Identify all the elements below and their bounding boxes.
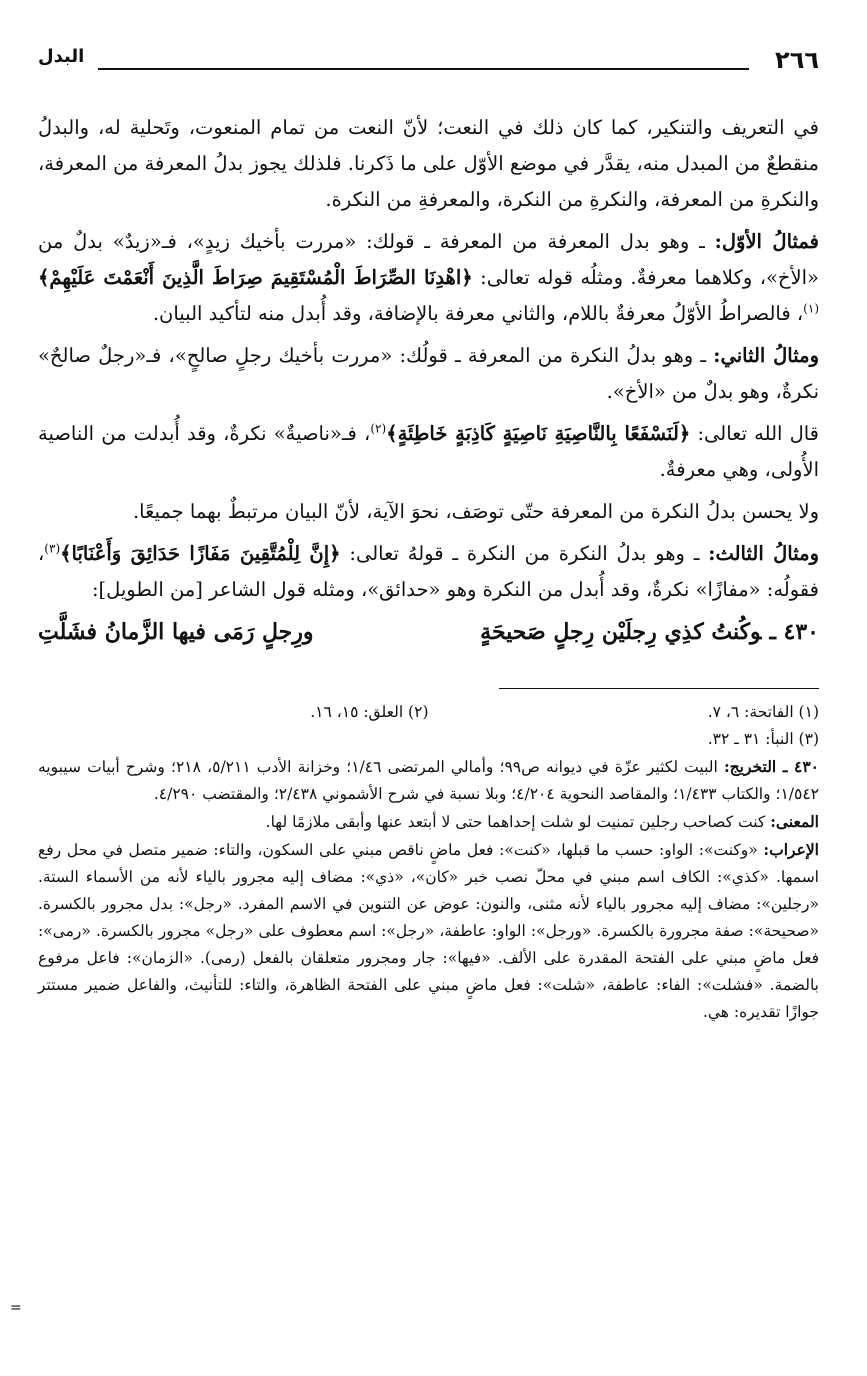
meaning-text: كنت كصاحب رجلين تمنيت لو شلت إحداهما حتى لا أبتعد عنها وأبقى ملازمًا لها. <box>265 813 771 831</box>
paragraph-6-text-a: ـ وهو بدلُ النكرة من النكرة ـ قولهُ تعالى: <box>340 542 709 565</box>
paragraph-4-text-b: ، فـ«ناصيةٌ» نكرةٌ، وقد أُبدلت من الناصية الأُولى، وهي معرفةٌ. <box>38 422 819 481</box>
quran-verse-3: ﴿إِنَّ لِلْمُتَّقِينَ مَفَازًا حَدَائِقَ وَأَعْنَابًا﴾ <box>60 542 341 565</box>
example-1-heading: فمثالُ الأوّل: <box>714 230 819 253</box>
quran-verse-1: ﴿اهْدِنَا الصِّرَاطَ الْمُسْتَقِيمَ صِرَاطَ الَّذِينَ أَنْعَمْتَ عَلَيْهِمْ﴾ <box>38 266 473 289</box>
quran-verse-2: ﴿لَنَسْفَعًا بِالنَّاصِيَةِ نَاصِيَةٍ كَاذِبَةٍ خَاطِئَةٍ﴾ <box>386 422 691 445</box>
paragraph-4-text-a: قال الله تعالى: <box>690 422 820 445</box>
main-text <box>38 110 819 650</box>
page-number: ٢٦٦ <box>775 46 819 74</box>
paragraph-2-text-a: ـ وهو بدل المعرفة من المعرفة ـ قولك: «مررت بأخيك زيدٍ»، فـ«زيدٌ» بدلٌ من «الأخ»، وكلاهما معرفةٌ. ومثلُه قوله تعالى: <box>38 230 819 289</box>
verse-number: ٤٣٠ ـ <box>769 619 819 645</box>
paragraph-2-text-b: ، فالصراطُ الأوّلُ معرفةٌ باللام، والثاني معرفة بالإضافة، وقد أُبدل منه لتأكيد البيان. <box>152 302 804 325</box>
meaning-heading: المعنى: <box>770 812 819 831</box>
paragraph-5: ولا يحسن بدلُ النكرة من المعرفة حتّى توصَف، نحوَ الآية، لأنّ البيان مرتبطٌ بهما جميعًا. <box>132 500 819 523</box>
footnote-1: (١) الفاتحة: ٦، ٧. <box>707 703 819 721</box>
irab-text: «وكنت»: الواو: حسب ما قبلها، «كنت»: فعل ماضٍ ناقص مبني على السكون، والتاء: ضمير متصل في محل رفع اسمها. «كذي»: الكاف اسم مبني في محلّ نصب خبر «كان»، «ذي»: مضاف إليه مجرور بالياء لأنه من الأسماء الستة. «رجلين»: مضاف إليه مجرور بالياء لأنه مثنى، والنون: عوض عن التنوين في الاسم المفرد. «رجل»: بدل مجرور بالكسرة. «صحيحة»: صفة مجرورة بالكسرة. «ورجل»: الواو: عاطفة، «رجل»: اسم معطوف على «رجل» مجرور بالكسرة. «رمى»: فعل ماضٍ مبني على الفتحة المقدرة على الألف. «فيها»: جار ومجرور متعلقان بالفعل (رمى). «الزمان»: فاعل مرفوع بالضمة. «فشلت»: الفاء: عاطفة، «شلت»: فعل ماضٍ مبني على الفتحة الظاهرة، والتاء: للتأنيث، والفاعل ضمير مستتر جوازًا تقديره: هي. <box>38 841 819 1021</box>
example-2-heading: ومثالُ الثاني: <box>713 344 819 367</box>
irab-heading: الإعراب: <box>763 840 819 859</box>
footnote-rule <box>499 688 819 689</box>
margin-mark: = <box>10 1300 22 1316</box>
paragraph-6-text-b: ، فقولُه: «مفازًا» نكرةٌ، وقد أُبدل من النكرة وهو «حدائق»، ومثله قول الشاعر [من الطويل]: <box>38 542 819 601</box>
verse-second-hemistich: ورِجلٍ رَمَى فيها الزَّمانُ فشَلَّتِ <box>38 619 314 645</box>
paragraph-2 <box>38 224 819 332</box>
paragraph-6 <box>38 536 819 608</box>
book-page <box>38 40 819 1026</box>
footnote-3: (٣) النبأ: ٣١ ـ ٣٢. <box>707 730 819 748</box>
paragraph-4 <box>38 416 819 488</box>
footnote-ref-2: (٢) <box>370 421 387 436</box>
paragraph-3 <box>38 338 819 410</box>
irab-note <box>38 836 819 1026</box>
footnote-row <box>38 699 819 726</box>
meaning-note <box>38 808 819 836</box>
poetry-verse <box>38 614 819 650</box>
takhrij-note <box>38 753 819 808</box>
footnote-ref-1: (١) <box>803 301 819 316</box>
paragraph-3-text: ـ وهو بدلُ النكرة من المعرفة ـ قولُك: «مررت بأخيك رجلٍ صالحٍ»، فـ«رجلٌ صالحٌ» نكرةٌ، وهو بدلٌ من «الأخ». <box>38 344 819 403</box>
paragraph-1: في التعريف والتنكير، كما كان ذلك في النعت؛ لأنّ النعت من تمام المنعوت، وتَحلية له، والبدلُ منقطعٌ من المبدل منه، يقدَّر في موضع الأوّل على ما ذَكرنا. فلذلك يجوز بدلُ المعرفة من المعرفة، والنكرةِ من المعرفة، والنكرةِ من النكرة، والمعرفةِ من النكرة. <box>38 116 819 211</box>
verse-first-hemistich <box>480 614 819 650</box>
example-3-heading: ومثالُ الثالث: <box>708 542 819 565</box>
footnote-ref-3: (٣) <box>44 541 61 556</box>
takhrij-heading: ٤٣٠ ـ التخريج: <box>723 757 819 776</box>
running-title: البدل <box>38 46 85 67</box>
takhrij-text: البيت لكثير عزّة في ديوانه ص٩٩؛ وأمالي المرتضى ١/٤٦؛ وخزانة الأدب ٥/٢١١، ٢١٨؛ وشرح أبيات سيبويه ١/٥٤٢؛ والكتاب ١/٤٣٣؛ والمقاصد النحوية ٤/٢٠٤؛ وبلا نسبة في شرح الأشموني ٢/٤٣٨؛ والمقتضب ٤/٢٩٠. <box>38 758 819 803</box>
footnote-2: (٢) العلق: ١٥، ١٦. <box>310 703 429 721</box>
footnotes <box>38 699 819 1026</box>
page-header <box>38 40 819 80</box>
header-rule <box>98 68 749 70</box>
verse-first-hemistich-text: وكُنتُ كذِي رِجلَيْن رِجلٍ صَحيحَةٍ <box>480 619 762 645</box>
